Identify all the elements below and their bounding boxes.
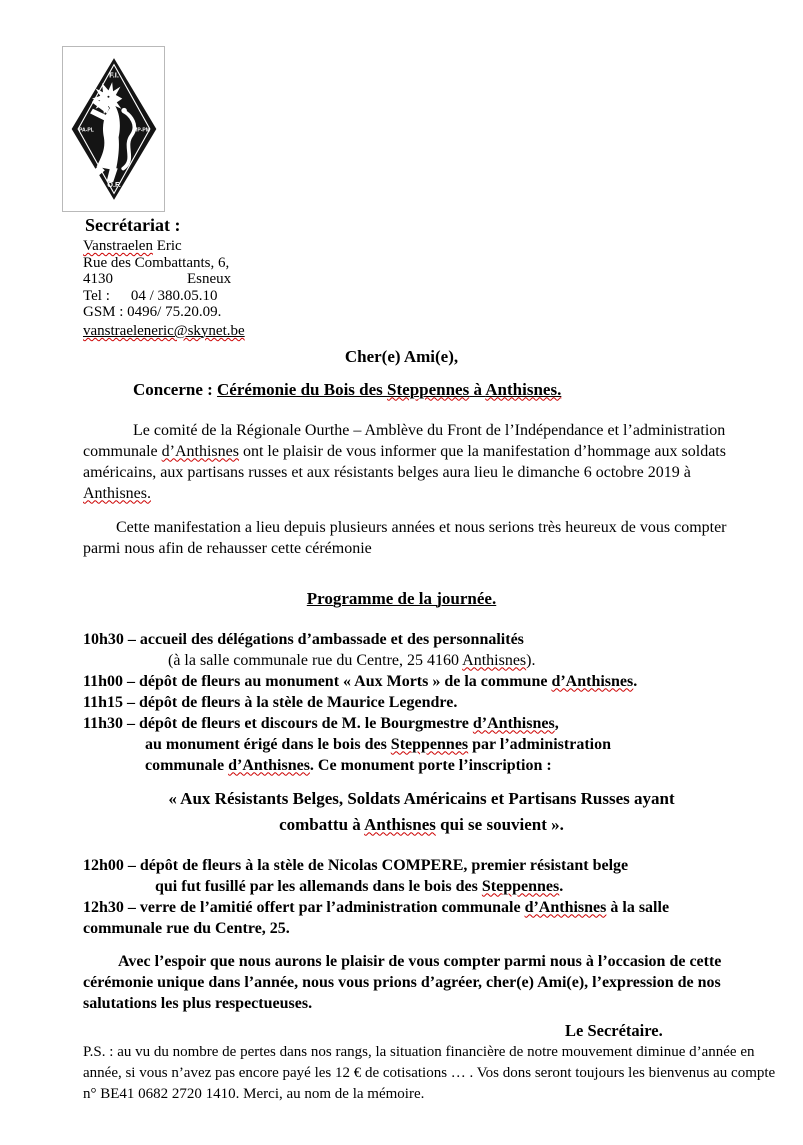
closing-paragraph: Avec l’espoir que nous aurons le plaisir de vous compter parmi nous à l’occasion de cette cérémonie unique dans l’année, nous vous prions d’agréer, cher(e) Ami(e), l’expression de nos salutations les plus respectueuses. [83, 952, 722, 1012]
program-line: 11h30 – dépôt de fleurs et discours de M. le Bourgmestre d’Anthisnes, [83, 714, 559, 732]
email-link[interactable]: vanstraeleneric@skynet.be [83, 322, 245, 339]
address-city-line: 4130 Esneux [83, 271, 232, 288]
address-gsm: GSM : 0496/ 75.20.09. [83, 304, 222, 321]
program-line: 11h15 – dépôt de fleurs à la stèle de Maurice Legendre. [83, 693, 458, 711]
address-street: Rue des Combattants, 6, [83, 254, 230, 271]
logo-label-right: MP-PM [132, 127, 150, 134]
organization-logo [62, 46, 165, 212]
secretariat-name: Vanstraelen Eric [83, 238, 182, 254]
address-tel: Tel : 04 / 380.05.10 [83, 287, 218, 304]
program-title: Programme de la journée. [306, 588, 497, 608]
program-line: 10h30 – accueil des délégations d’ambassade et des personnalités [83, 630, 524, 648]
logo-label-top: F.I. [108, 70, 119, 80]
program-list-continued [83, 855, 803, 939]
intro-paragraph: Le comité de la Régionale Ourthe – Amblève du Front de l’Indépendance et l’administration communale d’Anthisnes ont le plaisir de vous informer que la manifestation d’hommage aux soldats américains, aux partisans russes et aux résistants belges aura lieu le dimanche 6 octobre 2019 à Anthisnes. [83, 421, 726, 502]
subject-line: Concerne : Cérémonie du Bois des Steppennes à Anthisnes. [133, 379, 562, 399]
inscription-line: « Aux Résistants Belges, Soldats Américains et Partisans Russes ayant [168, 788, 675, 808]
monument-inscription [83, 786, 760, 838]
program-line: qui fut fusillé par les allemands dans le bois des Steppennes. [155, 877, 564, 895]
program-line: communale d’Anthisnes. Ce monument porte l’inscription : [145, 756, 552, 774]
logo-label-left: PA-PL [78, 127, 94, 134]
postscript: P.S. : au vu du nombre de pertes dans nos rangs, la situation financière de notre mouvement diminue d’année en année, si vous n’avez pas encore payé les 12 € de cotisations … . Vos dons seront toujours les bienvenus au compte n° BE41 0682 2720 1410. Merci, au nom de la mémoire. [83, 1043, 776, 1102]
salutation: Cher(e) Ami(e), [344, 346, 459, 366]
inscription-line: combattu à Anthisnes qui se souvient ». [279, 814, 564, 834]
program-line: au monument érigé dans le bois des Steppennes par l’administration [145, 735, 611, 753]
secretariat-address [83, 238, 803, 340]
signature: Le Secrétaire. [565, 1020, 663, 1040]
program-line: (à la salle communale rue du Centre, 25 4160 Anthisnes). [168, 651, 536, 669]
logo-label-bottom: O.F. [106, 179, 121, 189]
secretariat-heading: Secrétariat : [85, 215, 181, 235]
second-paragraph: Cette manifestation a lieu depuis plusieurs années et nous serions très heureux de vous compter parmi nous afin de rehausser cette cérémonie [83, 518, 727, 557]
program-list [83, 629, 803, 776]
program-line: 12h30 – verre de l’amitié offert par l’administration communale d’Anthisnes à la salle [83, 898, 670, 916]
email-row [83, 323, 803, 340]
program-line: 11h00 – dépôt de fleurs au monument « Aux Morts » de la commune d’Anthisnes. [83, 672, 638, 690]
program-line: 12h00 – dépôt de fleurs à la stèle de Nicolas COMPERE, premier résistant belge [83, 856, 629, 874]
program-line: communale rue du Centre, 25. [83, 919, 290, 937]
lion-rampant-emblem [68, 53, 160, 205]
